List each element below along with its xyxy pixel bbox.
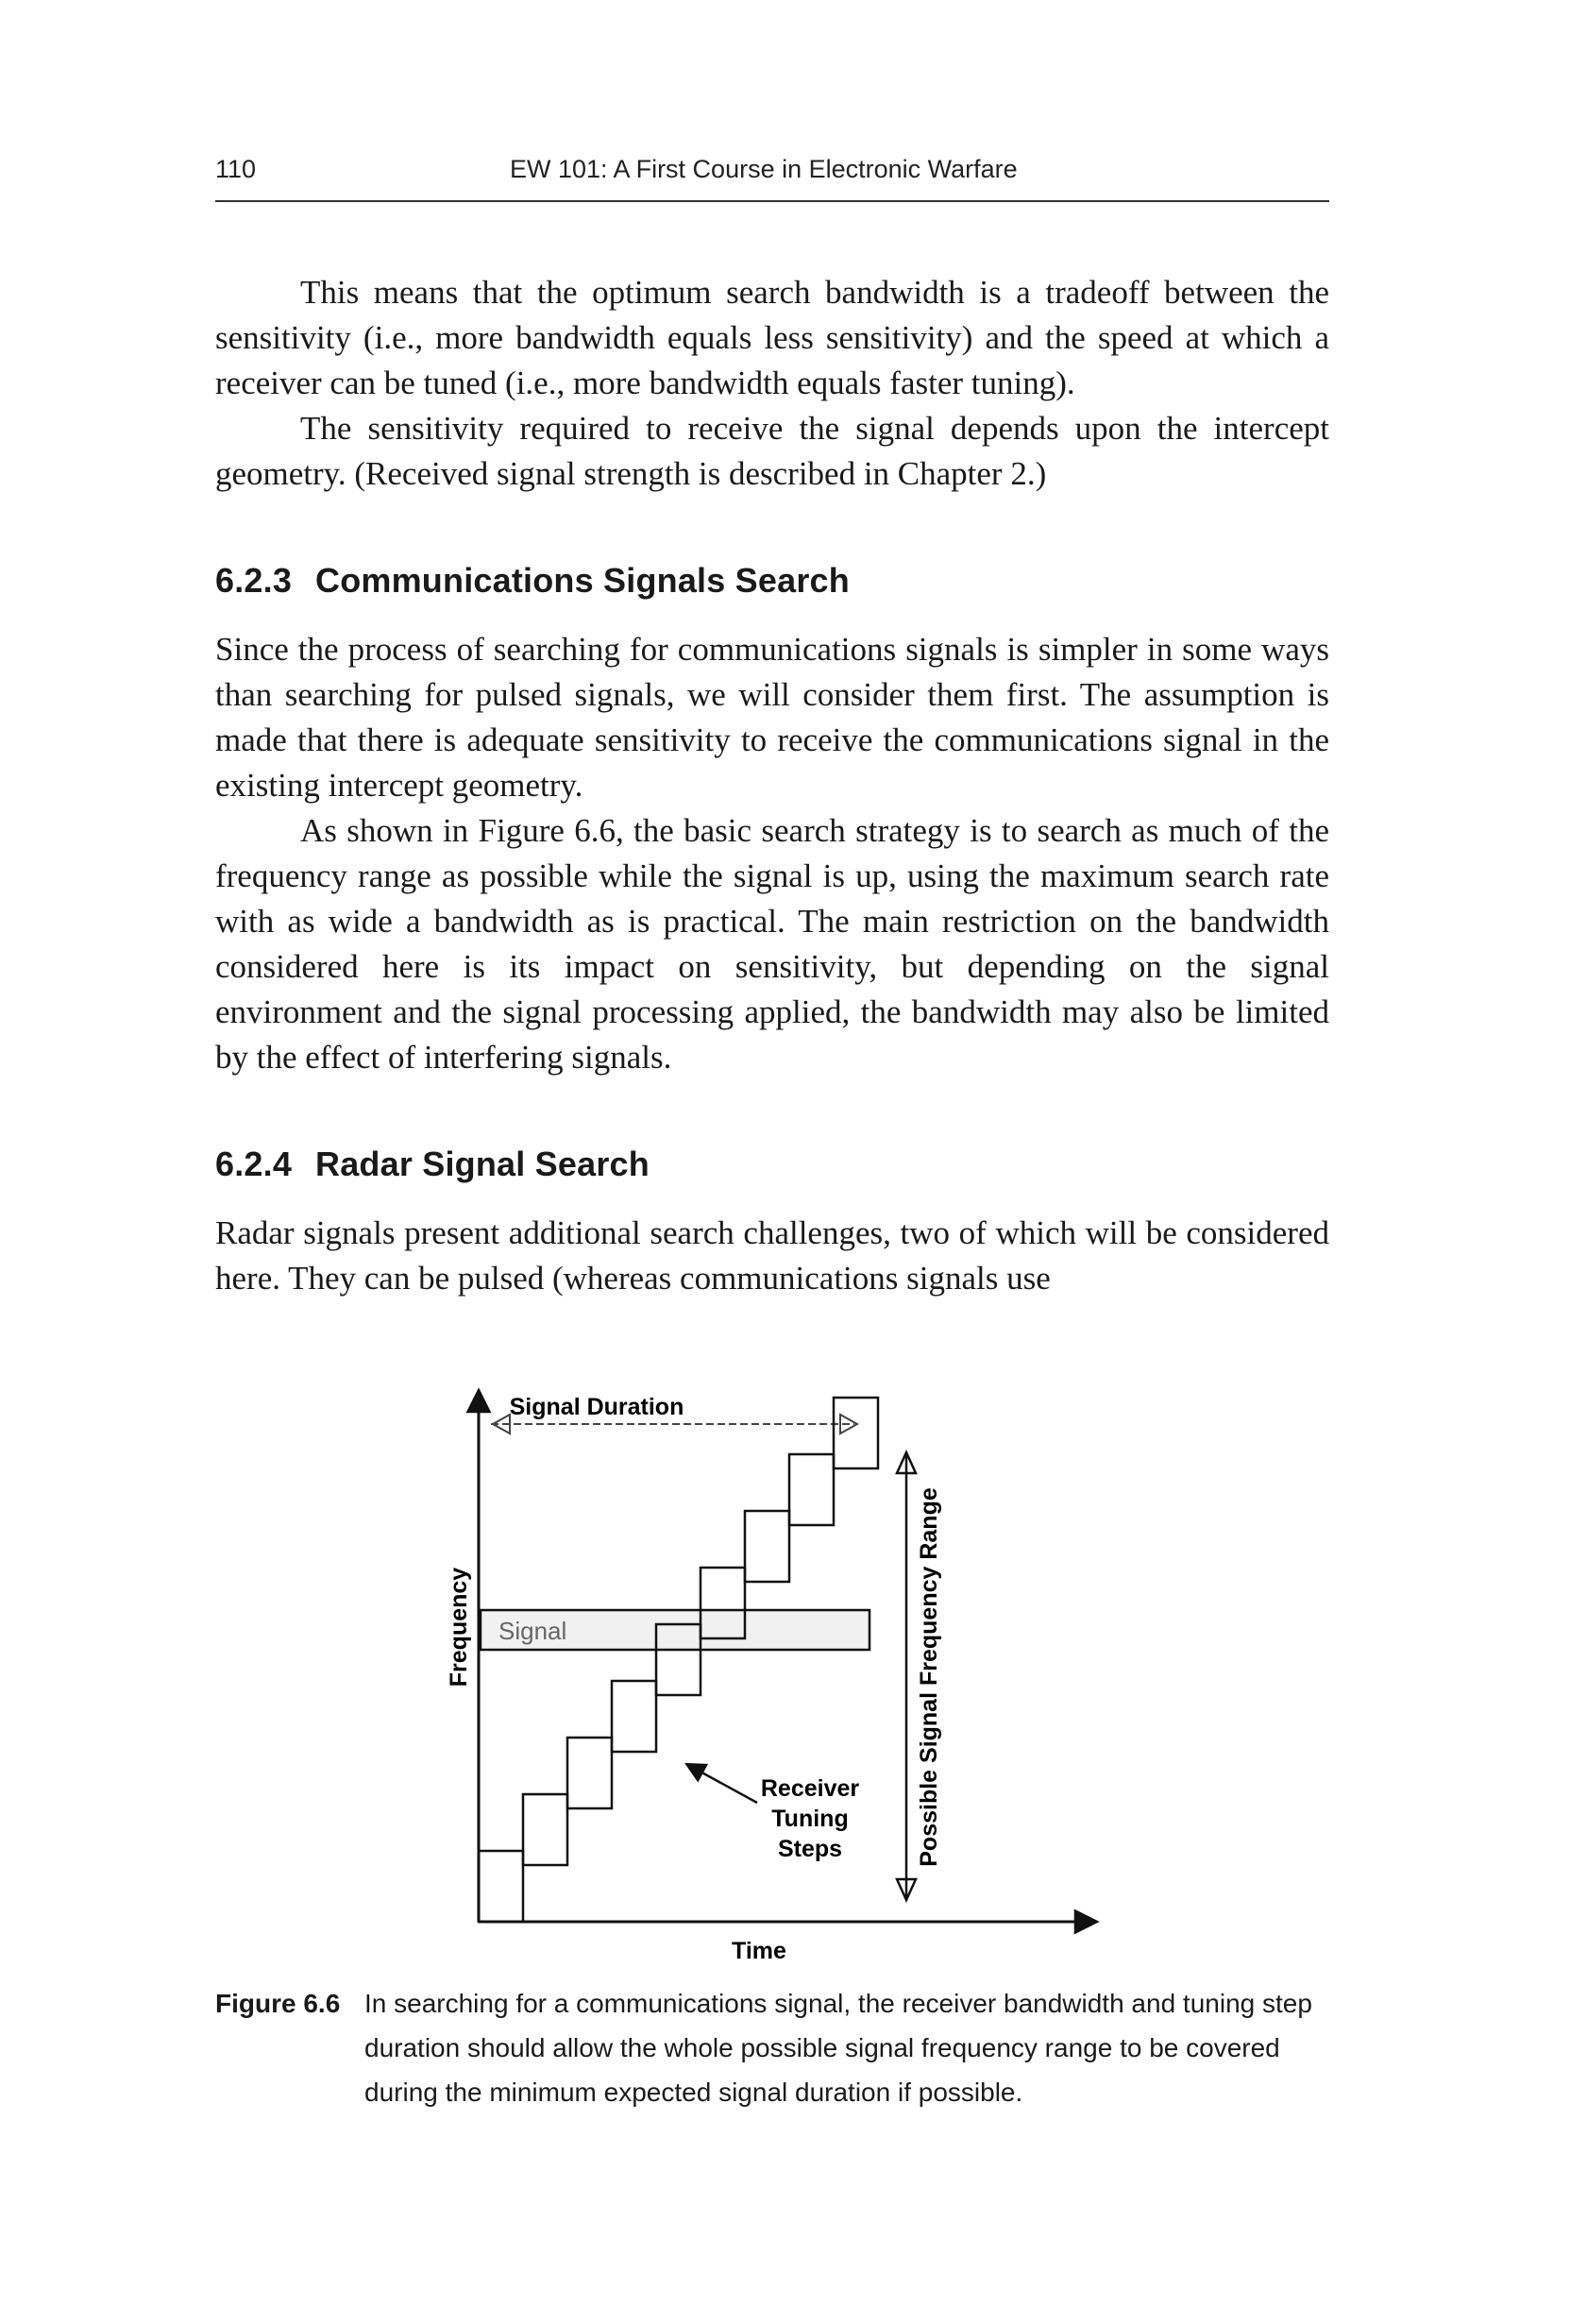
paragraph: Since the process of searching for communications signals is simpler in some ways than searching for pulsed signals, we will consider them first. The assumption is made that there is adequate sensitivity to receive the communications signal in the existing intercept geometry.	[215, 631, 1329, 804]
section-title: Communications Signals Search	[315, 561, 850, 600]
receiver-label-line3: Steps	[777, 1836, 843, 1862]
tuning-step	[523, 1794, 567, 1865]
paragraph: The sensitivity required to receive the signal depends upon the intercept geometry. (Received signal strength is described in Chapter 2.)	[215, 410, 1329, 492]
caption-label: Figure 6.6	[215, 1989, 341, 2018]
frequency-range-label: Possible Signal Frequency Range	[916, 1487, 942, 1867]
section-title: Radar Signal Search	[315, 1145, 650, 1183]
paragraph: This means that the optimum search bandwidth is a tradeoff between the sensitivity (i.e., more bandwidth equals less sensitivity) and the speed at which a receiver can be tuned (i.e., more bandwidth equals faster tuning).	[215, 274, 1329, 401]
page-number: 110	[215, 155, 257, 183]
paragraph: As shown in Figure 6.6, the basic search strategy is to search as much of the frequency range as possible while the signal is up, using the maximum search rate with as wide a bandwidth as is practical. The main restriction on the bandwidth considered here is its impact on sensitivity, but depending on the signal environment and the signal processing applied, the bandwidth may also be limited by the effect of interfering signals.	[215, 812, 1329, 1076]
receiver-pointer-arrow	[686, 1764, 757, 1803]
caption-text: In searching for a communications signal, the receiver bandwidth and tuning step duration should allow the whole possible signal frequency range to be covered during the minimum expected signal duration if possible.	[364, 1989, 1312, 2107]
paragraph: Radar signals present additional search challenges, two of which will be considered here. They can be pulsed (whereas communications signals use	[215, 1214, 1329, 1297]
receiver-label-line1: Receiver	[760, 1775, 860, 1802]
tuning-step	[612, 1681, 656, 1752]
running-title: EW 101: A First Course in Electronic Warfare	[510, 155, 1018, 183]
signal-duration-label: Signal Duration	[509, 1394, 684, 1420]
y-axis-label: Frequency	[446, 1567, 472, 1688]
receiver-label-line2: Tuning	[771, 1806, 849, 1832]
section-number: 6.2.3	[215, 561, 293, 600]
tuning-step	[567, 1738, 612, 1808]
x-axis-label: Time	[732, 1938, 786, 1964]
tuning-step	[789, 1454, 834, 1525]
signal-label: Signal	[498, 1617, 567, 1645]
section-number: 6.2.4	[215, 1145, 293, 1183]
tuning-step	[745, 1511, 789, 1582]
tuning-step	[479, 1851, 523, 1922]
